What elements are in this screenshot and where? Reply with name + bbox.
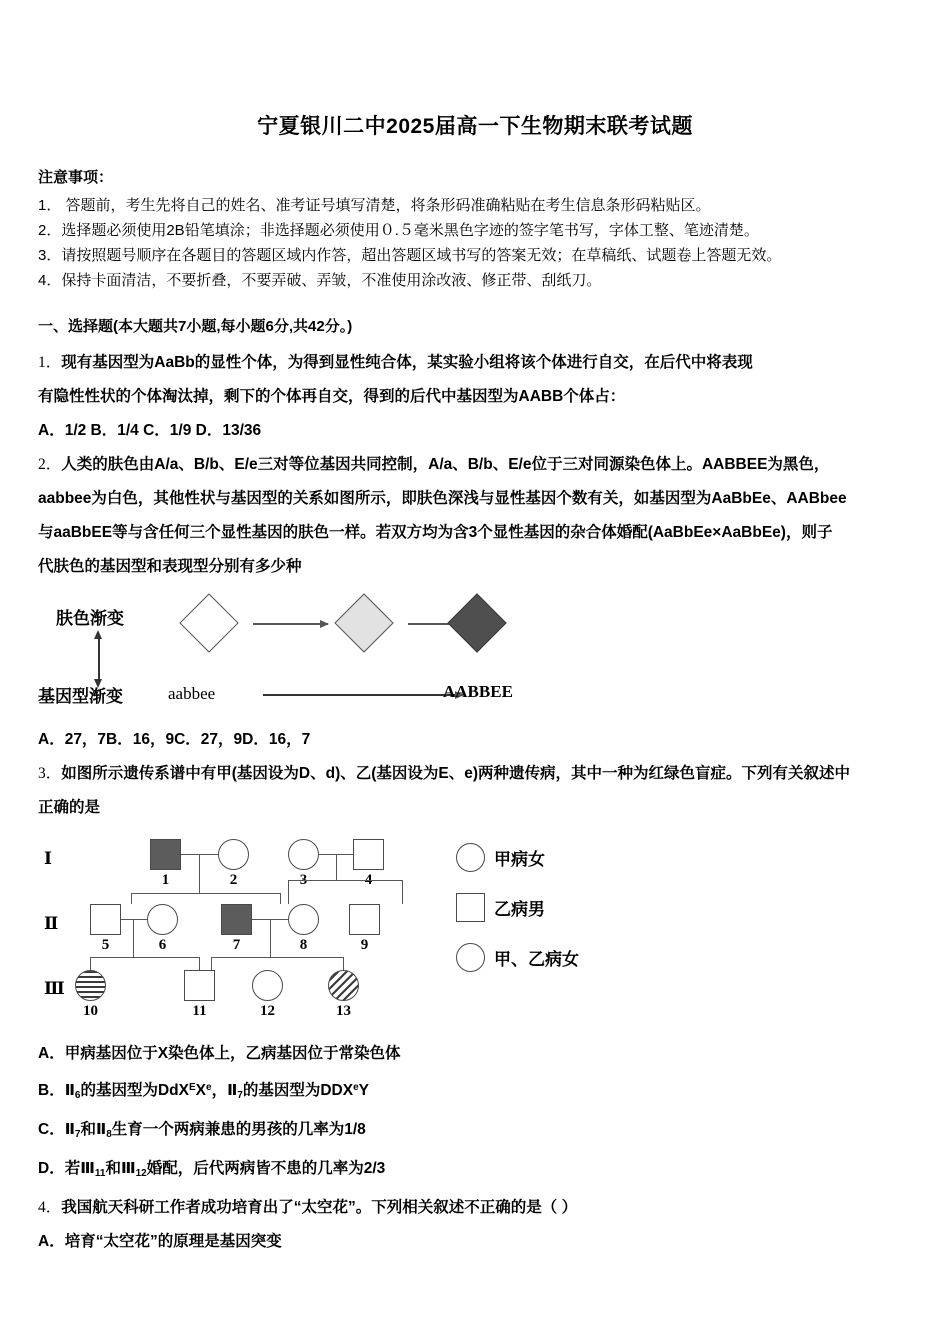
page-title: 宁夏银川二中2025届高一下生物期末联考试题	[257, 115, 693, 138]
skin-color-gradient-figure	[38, 596, 922, 721]
generation-label-1: Ⅰ	[44, 849, 52, 868]
sibship-drop-11	[199, 957, 200, 970]
vertical-double-arrow-icon	[98, 638, 100, 680]
question-2-line4: 代肤色的基因型和表现型分别有多少种	[38, 558, 302, 575]
sibship-bar-gen2-right	[211, 957, 344, 958]
genotype-left-text: aabbee	[168, 684, 216, 703]
pedigree-id-9: 9	[360, 937, 369, 953]
pedigree-individual-3	[288, 839, 319, 870]
pedigree-id-13: 13	[336, 1003, 351, 1019]
pedigree-id-7: 7	[232, 937, 241, 953]
legend-label-both-diseases-female: 甲、乙病女	[494, 950, 579, 969]
question-2-stem	[38, 448, 922, 482]
question-4	[38, 1191, 922, 1259]
diamond-white-icon	[179, 593, 238, 652]
descent-line-3-4	[336, 854, 337, 880]
question-3-number: 3．	[38, 765, 62, 782]
notice-item-4: 4．保持卡面清洁，不要折叠，不要弄破、弄皱，不准使用涂改液、修正带、刮纸刀。	[38, 272, 602, 289]
legend-symbol-affected-female-disease-a	[456, 843, 485, 872]
pedigree-individual-8	[288, 904, 319, 935]
notice-heading: 注意事项：	[38, 169, 114, 186]
sibship-bar-gen1-right	[288, 880, 403, 881]
pedigree-individual-13	[328, 970, 359, 1001]
notice-item-2: 2．选择题必须使用2B铅笔填涂；非选择题必须使用０.５毫米黑色字迹的签字笔书写，字体工整、笔迹清楚。	[38, 222, 759, 239]
question-3-stem	[38, 757, 922, 791]
sibship-drop-9	[402, 880, 403, 904]
skin-gradient-label: 肤色渐变	[56, 609, 124, 628]
pedigree-id-5: 5	[101, 937, 110, 953]
descent-line-7-8	[270, 919, 271, 957]
pedigree-individual-4	[353, 839, 384, 870]
pedigree-id-1: 1	[161, 872, 170, 888]
pedigree-individual-5	[90, 904, 121, 935]
sibship-bar-gen2-left	[90, 957, 200, 958]
legend-symbol-affected-female-both	[456, 943, 485, 972]
descent-line-5-6	[133, 919, 134, 957]
notice-block	[38, 166, 922, 293]
question-3-option-c[interactable]: C．$Ⅱ_7$和$Ⅱ_8$生育一个两病兼患的男孩的几率为1/8	[38, 1121, 366, 1140]
diamond-lightgray-icon	[334, 593, 393, 652]
question-4-line1: 我国航天科研工作者成功培育出了“太空花”。下列相关叙述不正确的是（ ）	[61, 1199, 578, 1216]
document-body	[0, 140, 950, 1259]
sibship-drop-6	[131, 893, 132, 904]
pedigree-id-2: 2	[229, 872, 238, 888]
pedigree-individual-6	[147, 904, 178, 935]
sibship-drop-7	[280, 893, 281, 904]
question-1-line2: 有隐性性状的个体淘汰掉，剩下的个体再自交，得到的后代中基因型为AABB个体占：	[38, 388, 626, 405]
generation-label-3: Ⅲ	[44, 979, 65, 998]
question-3	[38, 757, 922, 1191]
pedigree-individual-1	[150, 839, 181, 870]
notice-item-3: 3．请按照题号顺序在各题目的答题区域内作答，超出答题区域书写的答案无效；在草稿纸、试题卷上答题无效。	[38, 247, 782, 264]
question-2-line1: 人类的肤色由A/a、B/b、E/e三对等位基因共同控制，A/a、B/b、E/e位于三对同源染色体上。AABBEE为黑色，	[61, 456, 830, 473]
sibship-drop-13	[343, 957, 344, 970]
pedigree-individual-11	[184, 970, 215, 1001]
genotype-right-text: AABBEE	[443, 682, 513, 701]
question-3-line2: 正确的是	[38, 799, 101, 816]
pedigree-id-12: 12	[260, 1003, 275, 1019]
question-3-line1: 如图所示遗传系谱中有甲(基因设为D、d)、乙(基因设为E、e)两种遗传病，其中一种为红绿色盲症。下列有关叙述中	[61, 765, 851, 782]
question-1-line1: 现有基因型为AaBb的显性个体，为得到显性纯合体，某实验小组将该个体进行自交，在后代中将表现	[61, 354, 753, 371]
descent-line-1-2	[199, 854, 200, 893]
pedigree-individual-9	[349, 904, 380, 935]
question-1	[38, 346, 922, 448]
pedigree-chart-figure	[38, 831, 922, 1031]
pedigree-id-6: 6	[158, 937, 167, 953]
pedigree-id-11: 11	[192, 1003, 207, 1019]
legend-symbol-affected-male-disease-b	[456, 893, 485, 922]
diamond-darkgray-icon	[447, 593, 506, 652]
question-4-option-a[interactable]: A．培育“太空花”的原理是基因突变	[38, 1233, 282, 1250]
arrow-right-1-icon	[253, 623, 328, 625]
question-4-stem	[38, 1191, 922, 1225]
pedigree-id-10: 10	[83, 1003, 98, 1019]
pedigree-individual-2	[218, 839, 249, 870]
question-2	[38, 448, 922, 757]
sibship-bar-gen1-left	[131, 893, 281, 894]
pedigree-individual-12	[252, 970, 283, 1001]
question-4-number: 4．	[38, 1199, 62, 1216]
question-2-line3: 与aaBbEE等与含任何三个显性基因的肤色一样。若双方均为含3个显性基因的杂合体婚配(AaBbEe×AaBbEe)，则子	[38, 524, 833, 541]
sibship-drop-8	[288, 880, 289, 904]
sibship-drop-12	[211, 957, 212, 970]
question-3-option-a[interactable]: A．甲病基因位于X染色体上，乙病基因位于常染色体	[38, 1045, 401, 1062]
question-1-options[interactable]: A．1/2 B．1/4 C．1/9 D．13/36	[38, 422, 262, 439]
pedigree-individual-7	[221, 904, 252, 935]
genotype-gradient-label: 基因型渐变	[38, 687, 123, 706]
pedigree-id-8: 8	[299, 937, 308, 953]
question-3-option-d[interactable]: D．若$Ⅲ_{11}$和$Ⅲ_{12}$婚配，后代两病皆不患的几率为2/3	[38, 1160, 386, 1179]
question-1-stem	[38, 346, 922, 380]
section-heading: 一、选择题(本大题共7小题,每小题6分,共42分。)	[38, 318, 353, 335]
question-2-line2: aabbee为白色，其他性状与基因型的关系如图所示，即肤色深浅与显性基因个数有关，如基因型为AaBbEe、AABbee	[38, 490, 847, 507]
legend-label-disease-a-female: 甲病女	[494, 850, 545, 869]
generation-label-2: Ⅱ	[44, 914, 59, 933]
arrow-right-genotype-icon	[263, 694, 463, 696]
sibship-drop-10	[90, 957, 91, 970]
question-2-number: 2．	[38, 456, 62, 473]
pedigree-individual-10	[75, 970, 106, 1001]
question-2-options[interactable]: A．27，7B．16，9C．27，9D．16，7	[38, 731, 311, 748]
question-3-option-b[interactable]: B．$Ⅱ_6$的基因型为DdX$^E$Xe，$Ⅱ_7$的基因型为DDXeY	[38, 1082, 369, 1101]
legend-label-disease-b-male: 乙病男	[494, 900, 545, 919]
question-1-number: 1．	[38, 354, 62, 371]
notice-item-1: 1． 答题前，考生先将自己的姓名、准考证号填写清楚，将条形码准确粘贴在考生信息条形码粘贴区。	[38, 197, 711, 214]
